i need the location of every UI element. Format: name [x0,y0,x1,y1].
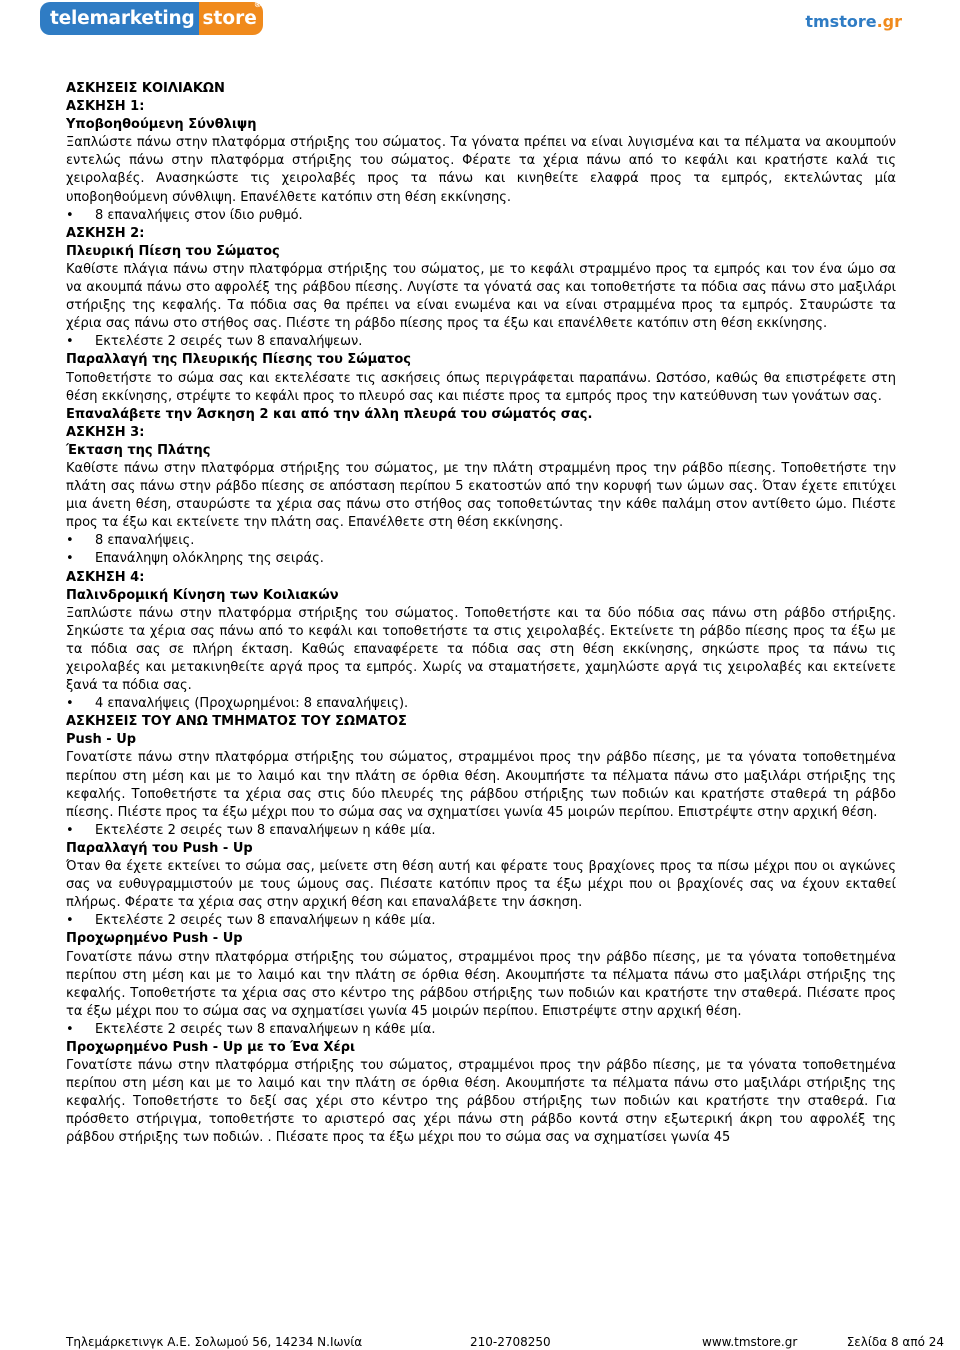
footer-page-number: Σελίδα 8 από 24 [846,1335,944,1349]
paragraph: Όταν θα έχετε εκτείνει το σώμα σας, μείνετε στη θέση αυτή και φέρατε τους βραχίονες προς τα πίσω μέχρι που οι αγκώνες σας να ευθυγραμμιστούν με τους ώμους σας. Πιέσατε κατόπιν προς τα έξω μέχρι που οι βραχίονές σας να έχουν εκταθεί πλήρως. Φέρατε τα χέρια σας στην αρχική θέση και επαναλάβετε την άσκηση. [66,859,896,911]
paragraph: Ξαπλώστε πάνω στην πλατφόρμα στήριξης του σώματος. Τα γόνατα πρέπει να είναι λυγισμένα και τα πέλματα να ακουμπούν εντελώς πάνω στην πλατφόρμα στήριξης του σώματος. Φέρατε τα χέρια πάνω από το κεφάλι και κρατήστε καλά τις χειρολαβές. Ανασηκώστε τις χειρολαβές προς τα πάνω και κινηθείτε ελαφρά προς τα εμπρός, εκτελώντας μία υποβοηθούμενη σύνθλιψη. Επανέλθετε κατόπιν στη θέση εκκίνησης. [66,135,896,205]
bullet-list [66,532,896,568]
section-heading: Παραλλαγή του Push - Up [66,840,253,856]
section-heading: Παραλλαγή της Πλευρικής Πίεσης του Σώματος [66,352,412,368]
section-heading: ΑΣΚΗΣΗ 3: [66,424,145,440]
section-heading: ΑΣΚΗΣΗ 1: [66,99,145,115]
bullet-list [66,695,896,713]
logo-left-text: telemarketing [40,2,199,35]
document-body [66,80,896,1148]
bullet-item: • 8 επαναλήψεις. [66,532,896,550]
bullet-item: • 8 επαναλήψεις στον ίδιο ρυθμό. [66,207,896,225]
section-heading: ΑΣΚΗΣΕΙΣ ΚΟΙΛΙΑΚΩΝ [66,81,225,96]
section-heading: Προχωρημένο Push - Up [66,931,243,947]
footer-website: www.tmstore.gr [702,1335,798,1349]
bullet-list [66,822,896,840]
bullet-item: • Εκτελέστε 2 σειρές των 8 επαναλήψεων η κάθε μία. [66,912,896,930]
section-heading: Επαναλάβετε την Άσκηση 2 και από την άλλη πλευρά του σώματός σας. [66,406,593,422]
bullet-list [66,1021,896,1039]
bullet-item: • Εκτελέστε 2 σειρές των 8 επαναλήψεων. [66,333,896,351]
section-heading: Πλευρική Πίεση του Σώματος [66,243,280,259]
bullet-item: • 4 επαναλήψεις (Προχωρημένοι: 8 επαναλήψεις). [66,695,896,713]
section-heading: Παλινδρομική Κίνηση των Κοιλιακών [66,587,339,603]
bullet-item: • Εκτελέστε 2 σειρές των 8 επαναλήψεων η κάθε μία. [66,822,896,840]
section-heading: Έκταση της Πλάτης [66,442,211,458]
bullet-item: • Εκτελέστε 2 σειρές των 8 επαναλήψεων η κάθε μία. [66,1021,896,1039]
paragraph: Γονατίστε πάνω στην πλατφόρμα στήριξης του σώματος, στραμμένοι προς την ράβδο πίεσης, με τα γόνατα τοποθετημένα περίπου στη μέση και με το λαιμό και την πλάτη σε όρθια θέση. Ακουμπήστε τα πέλματα πάνω στο μαξιλάρι στήριξης της κεφαλής. Τοποθετήστε τα χέρια σας στις δύο πλευρές της ράβδου στήριξης των ποδιών και κρατήστε σταθερά τη ράβδο πίεσης. Πιέστε προς τα έξω μέχρι που το σώμα σας να σχηματίσει γωνία 45 μοιρών περίπου. Επιστρέψτε στην αρχική θέση. [66,750,896,820]
bullet-item: • Επανάληψη ολόκληρης της σειράς. [66,550,896,568]
footer-phone: 210-2708250 [470,1335,551,1349]
telemarketing-store-logo [40,2,262,35]
section-heading: Προχωρημένο Push - Up με το Ένα Χέρι [66,1039,356,1055]
logo-right-text: store ® [199,2,263,35]
bullet-list [66,912,896,930]
paragraph: Καθίστε πλάγια πάνω στην πλατφόρμα στήριξης του σώματος, με το κεφάλι στραμμένο προς τα εμπρός και τον ένα ώμο σα να ακουμπά πάνω στο αφρολέξ της ράβδου πίεσης. Λυγίστε τα γόνατά σας και τοποθετήστε τα πόδια σας πάνω στο μαξιλάρι στήριξης της κεφαλής. Τα πόδια σας θα πρέπει να είναι ενωμένα και να είναι στραμμένα προς τα εμπρός. Σταυρώστε τα χέρια σας πάνω στο στήθος σας. Πιέστε τη ράβδο πίεσης προς τα έξω και επανέλθετε κατόπιν στη θέση εκκίνησης. [66,261,896,332]
paragraph: Ξαπλώστε πάνω στην πλατφόρμα στήριξης του σώματος. Τοποθετήστε και τα δύο πόδια σας πάνω στη ράβδο στήριξης. Σηκώστε τα χέρια σας πάνω από το κεφάλι και τοποθετήστε τα στις χειρολαβές. Εκτείνετε τη ράβδο πίεσης προς τα έξω με τα πόδια σας σε πλήρη έκταση. Καθώς επαναφέρετε τα πόδια σας στη θέση εκκίνησης, σηκώστε προς τα πάνω τις χειρολαβές και μετακινηθείτε αργά προς τα εμπρός. Χωρίς να σταματήσετε, χαμηλώστε αργά τις χειρολαβές και εκτείνετε ξανά τα πόδια σας. [66,605,896,694]
paragraph: Γονατίστε πάνω στην πλατφόρμα στήριξης του σώματος, στραμμένοι προς την ράβδο πίεσης, με τα γόνατα τοποθετημένα περίπου στη μέση και με το λαιμό και την πλάτη σε όρθια θέση. Ακουμπήστε τα πέλματα πάνω στο μαξιλάρι στήριξης της κεφαλής. Τοποθετήστε τα χέρια σας στο κέντρο της ράβδου στήριξης των ποδιών και κρατήστε την σταθερά. Πιέσατε προς τα έξω μέχρι που το σώμα σας να σχηματίσει γωνία 45 μοιρών περίπου. Επιστρέψτε στην αρχική θέση. [66,949,896,1019]
bullet-list [66,207,896,225]
bullet-list [66,333,896,351]
page-header [0,0,960,48]
section-heading: ΑΣΚΗΣΕΙΣ ΤΟΥ ΑΝΩ ΤΜΗΜΑΤΟΣ ΤΟΥ ΣΩΜΑΤΟΣ [66,714,407,730]
section-heading: ΑΣΚΗΣΗ 2: [66,225,145,241]
section-heading: ΑΣΚΗΣΗ 4: [66,569,145,585]
paragraph: Γονατίστε πάνω στην πλατφόρμα στήριξης του σώματος, στραμμένοι προς την ράβδο πίεσης, με τα γόνατα τοποθετημένα περίπου στη μέση και με το λαιμό και την πλάτη σε όρθια θέση. Ακουμπήστε τα πέλματα πάνω στο μαξιλάρι στήριξης της κεφαλής. Τοποθετήστε το δεξί σας χέρι στο κέντρο της ράβδου στήριξης των ποδιών και κρατήστε την σταθερά. Για πρόσθετο στήριγμα, τοποθετήστε το αριστερό σας χέρι πάνω στη ράβδο κοντά στην εξωτερική άκρη του αφρολέξ της ράβδου στήριξης των ποδιών. . Πιέσατε προς τα έξω μέχρι που το σώμα σας να σχηματίσει γωνία 45 [66,1058,896,1146]
paragraph: Τοποθετήστε το σώμα σας και εκτελέσατε τις ασκήσεις όπως περιγράφεται παραπάνω. Ωστόσο, καθώς θα επιστρέφετε στη θέση εκκίνησης, στρέψτε το κεφάλι προς το πλευρό σας και πιέστε προς τα εμπρός προς την κατεύθυνση των γονάτων σας. [66,370,896,404]
site-name: tmstore.gr [805,12,902,31]
footer-company: Τηλεμάρκετινγκ Α.Ε. Σολωμού 56, 14234 Ν.Ιωνία [66,1335,363,1349]
section-heading: Push - Up [66,732,137,748]
section-heading: Υποβοηθούμενη Σύνθλιψη [66,117,257,133]
paragraph: Καθίστε πάνω στην πλατφόρμα στήριξης του σώματος, με την πλάτη στραμμένη προς την ράβδο πίεσης. Τοποθετήστε την πλάτη σας πάνω στην ράβδο πίεσης σε απόσταση περίπου 5 εκατοστών από την κορυφή των ώμων σας. Όταν έχετε επιτύχει μια άνετη θέση, σταυρώστε τα χέρια σας πάνω στο στήθος σας τοποθετώντας την κάθε παλάμη στον αντίθετο ώμο. Πιέστε προς τα έξω και εκτείνετε την πλάτη σας. Επανέλθετε στη θέση εκκίνησης. [66,460,896,531]
page-footer [66,1334,944,1350]
